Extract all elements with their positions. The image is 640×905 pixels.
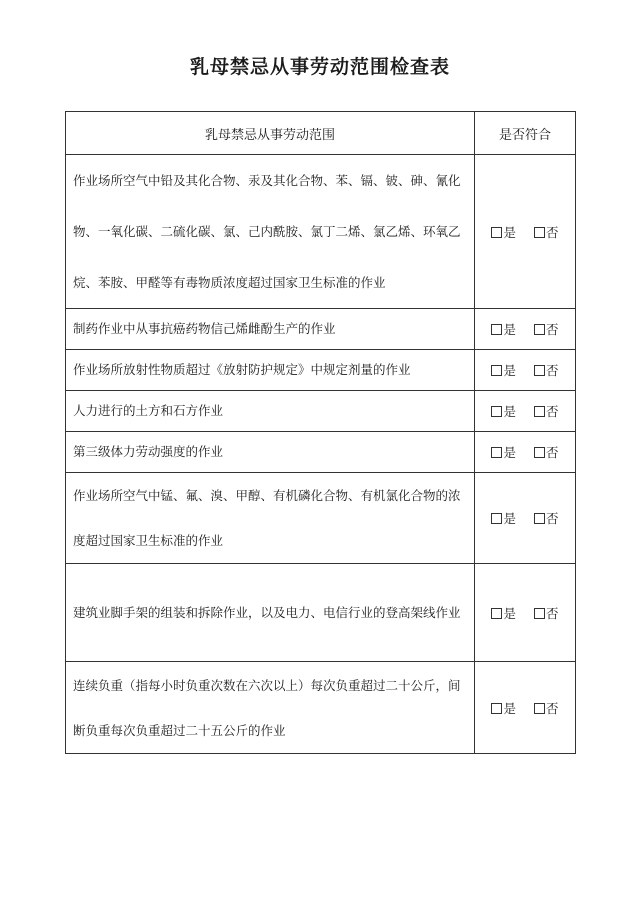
checkbox-icon[interactable]	[534, 324, 545, 335]
checkbox-icon[interactable]	[534, 513, 545, 524]
no-label: 否	[546, 224, 559, 240]
row-options	[475, 432, 576, 473]
yes-label: 是	[503, 404, 516, 419]
no-label: 否	[546, 511, 559, 526]
table-row	[66, 350, 576, 391]
no-label: 否	[546, 605, 559, 621]
row-options	[475, 564, 576, 662]
yes-label: 是	[503, 224, 516, 240]
row-description: 连续负重（指每小时负重次数在六次以上）每次负重超过二十公斤，间断负重每次负重超过二十五公斤的作业	[66, 662, 475, 754]
row-description: 作业场所放射性物质超过《放射防护规定》中规定剂量的作业	[66, 350, 475, 391]
row-options	[475, 155, 576, 309]
checkbox-icon[interactable]	[491, 703, 502, 714]
checkbox-icon[interactable]	[534, 447, 545, 458]
no-option[interactable]	[534, 443, 559, 461]
yes-option[interactable]	[491, 402, 516, 420]
table-row	[66, 564, 576, 662]
yes-label: 是	[503, 322, 516, 337]
table-header-row	[66, 112, 576, 155]
yes-option[interactable]	[491, 443, 516, 461]
header-scope: 乳母禁忌从事劳动范围	[66, 112, 475, 155]
row-options	[475, 662, 576, 754]
yes-option[interactable]	[491, 509, 516, 527]
table-row	[66, 473, 576, 564]
no-label: 否	[546, 404, 559, 419]
table-row	[66, 309, 576, 350]
no-option[interactable]	[534, 320, 559, 338]
yes-option[interactable]	[491, 604, 516, 622]
checkbox-icon[interactable]	[534, 608, 545, 619]
no-label: 否	[546, 322, 559, 337]
row-description: 第三级体力劳动强度的作业	[66, 432, 475, 473]
page-title: 乳母禁忌从事劳动范围检查表	[189, 56, 450, 78]
checkbox-icon[interactable]	[491, 365, 502, 376]
table-row	[66, 662, 576, 754]
yes-option[interactable]	[491, 699, 516, 717]
row-description: 作业场所空气中锰、氟、溴、甲醇、有机磷化合物、有机氯化合物的浓度超过国家卫生标准的作业	[66, 473, 475, 564]
checkbox-icon[interactable]	[534, 365, 545, 376]
row-description: 制药作业中从事抗癌药物信己烯雌酚生产的作业	[66, 309, 475, 350]
inspection-table	[65, 111, 576, 754]
checkbox-icon[interactable]	[534, 406, 545, 417]
row-options	[475, 391, 576, 432]
no-option[interactable]	[534, 361, 559, 379]
yes-label: 是	[503, 363, 516, 378]
checkbox-icon[interactable]	[534, 227, 545, 238]
row-options	[475, 473, 576, 564]
row-description: 建筑业脚手架的组装和拆除作业，以及电力、电信行业的登高架线作业	[66, 564, 475, 662]
table-row	[66, 432, 576, 473]
yes-option[interactable]	[491, 223, 516, 241]
checkbox-icon[interactable]	[491, 227, 502, 238]
yes-label: 是	[503, 445, 516, 460]
no-label: 否	[546, 363, 559, 378]
no-option[interactable]	[534, 223, 559, 241]
no-label: 否	[546, 445, 559, 460]
no-option[interactable]	[534, 604, 559, 622]
row-description: 人力进行的土方和石方作业	[66, 391, 475, 432]
row-options	[475, 309, 576, 350]
checkbox-icon[interactable]	[491, 324, 502, 335]
no-label: 否	[546, 700, 559, 716]
table-row	[66, 155, 576, 309]
checkbox-icon[interactable]	[491, 406, 502, 417]
no-option[interactable]	[534, 402, 559, 420]
checkbox-icon[interactable]	[491, 513, 502, 524]
yes-label: 是	[503, 605, 516, 621]
checkbox-icon[interactable]	[534, 703, 545, 714]
row-options	[475, 350, 576, 391]
header-compliance: 是否符合	[475, 112, 576, 155]
yes-option[interactable]	[491, 320, 516, 338]
yes-label: 是	[503, 700, 516, 716]
no-option[interactable]	[534, 699, 559, 717]
yes-label: 是	[503, 511, 516, 526]
yes-option[interactable]	[491, 361, 516, 379]
row-description: 作业场所空气中铅及其化合物、汞及其化合物、苯、镉、铍、砷、氰化物、一氧化碳、二硫化碳、氯、己内酰胺、氯丁二烯、氯乙烯、环氧乙烷、苯胺、甲醛等有毒物质浓度超过国家卫生标准的作业	[66, 155, 475, 309]
table-row	[66, 391, 576, 432]
no-option[interactable]	[534, 509, 559, 527]
checkbox-icon[interactable]	[491, 608, 502, 619]
checkbox-icon[interactable]	[491, 447, 502, 458]
